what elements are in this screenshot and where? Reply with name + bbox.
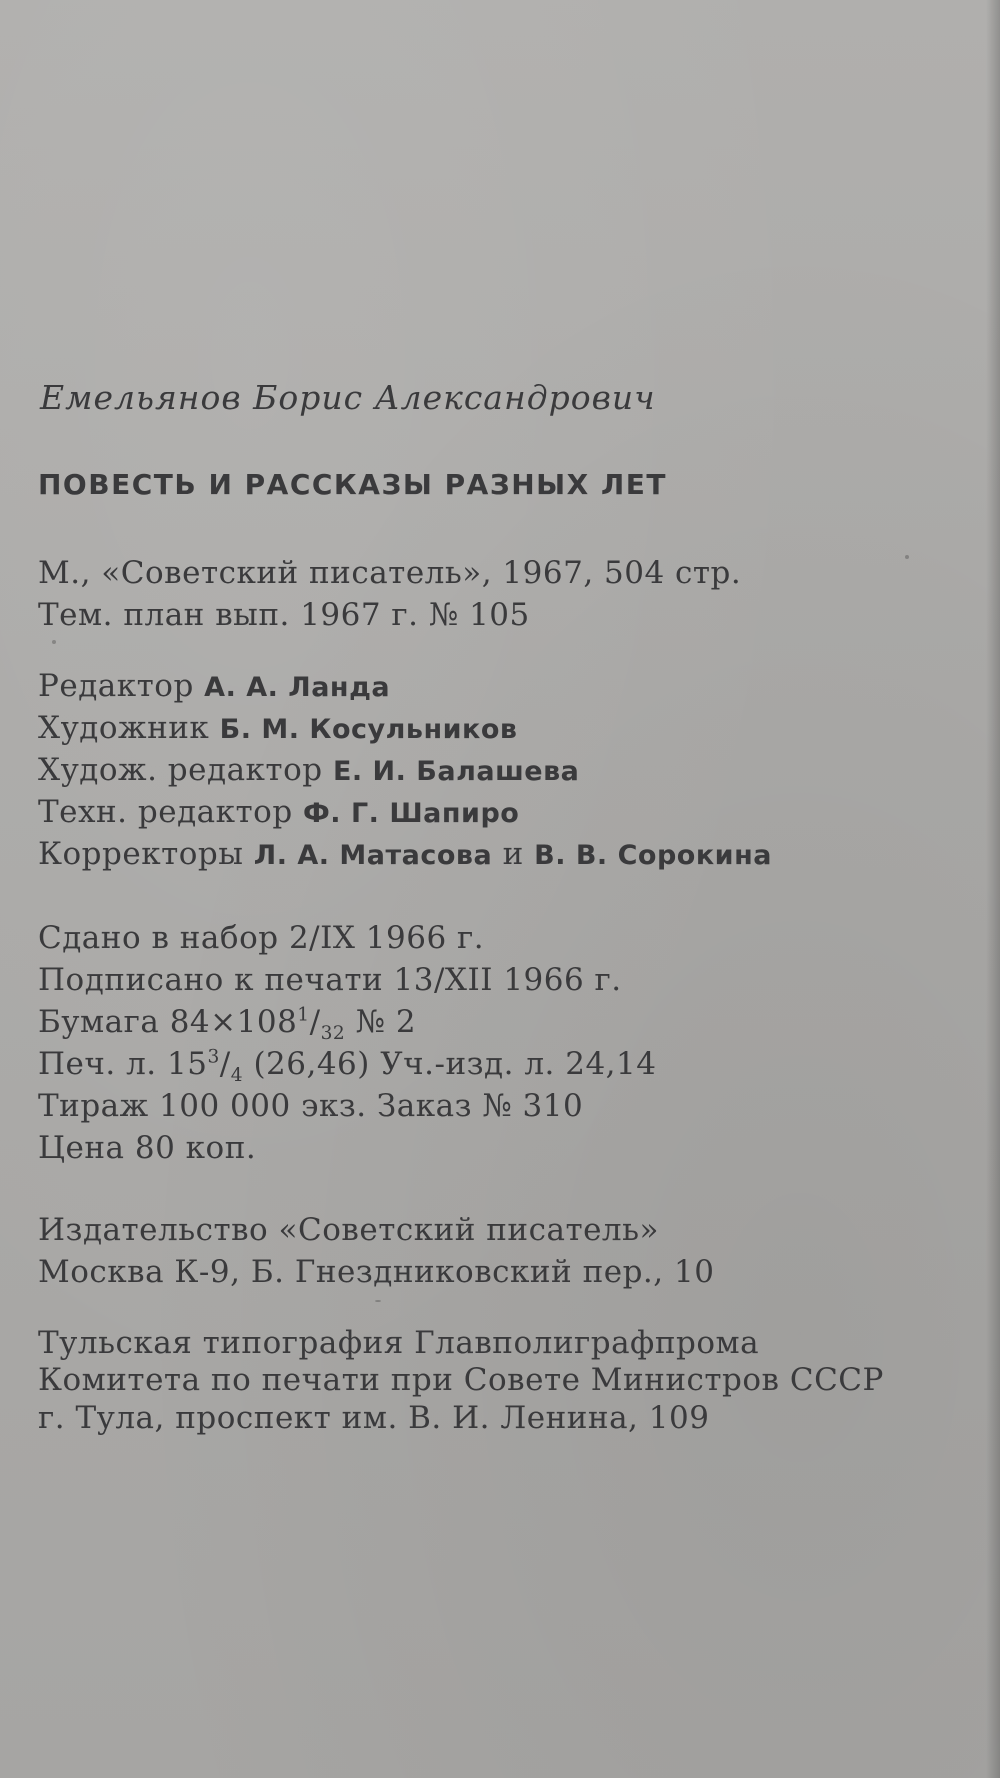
print-run: Тираж 100 000 экз. Заказ № 310 (38, 1088, 584, 1124)
paper-speck (905, 555, 909, 559)
publisher-name: Издательство «Советский писатель» (38, 1212, 659, 1248)
credit-role: Редактор (38, 668, 194, 704)
paper-speck (375, 1300, 381, 1302)
sheets-fraction-bottom: 4 (230, 1065, 244, 1087)
credit-name: Е. И. Балашева (332, 756, 580, 787)
paper-speck (52, 640, 56, 644)
credit-name: Л. А. Матасова (253, 840, 493, 871)
typesetting-date: Сдано в набор 2/IX 1966 г. (38, 920, 485, 956)
sheets-fraction-top: 3 (207, 1046, 220, 1068)
credit-name: Б. М. Косульников (219, 714, 518, 745)
paper-suffix: № 2 (355, 1004, 417, 1040)
printer-address: г. Тула, проспект им. В. И. Ленина, 109 (38, 1400, 710, 1436)
publication-plan-line: Тем. план вып. 1967 г. № 105 (38, 597, 530, 633)
sheets-prefix: Печ. л. 15 (38, 1046, 208, 1082)
credit-artist (38, 710, 518, 746)
author-name: Емельянов Борис Александрович (40, 378, 656, 417)
print-approval-date: Подписано к печати 13/XII 1966 г. (38, 962, 622, 998)
credit-proofreaders (38, 836, 772, 872)
printer-name: Тульская типография Главполиграфпрома (38, 1325, 760, 1361)
credit-tech-editor (38, 794, 519, 830)
price: Цена 80 коп. (38, 1130, 257, 1166)
credit-art-editor (38, 752, 579, 788)
credit-name-second: В. В. Сорокина (534, 840, 772, 871)
paper-number: 108 (236, 1004, 298, 1040)
sheets-suffix: (26,46) Уч.-изд. л. 24,14 (253, 1046, 657, 1082)
credit-joiner: и (502, 836, 524, 872)
paper-fraction-bottom: 32 (320, 1023, 346, 1045)
credit-role: Техн. редактор (38, 794, 293, 830)
book-title: ПОВЕСТЬ И РАССКАЗЫ РАЗНЫХ ЛЕТ (38, 468, 667, 501)
paper-format: Бумага $84\times 108^1/_{32}$ № 2 (38, 1004, 417, 1045)
credit-name: Ф. Г. Шапиро (303, 798, 520, 829)
publication-line: М., «Советский писатель», 1967, 504 стр. (38, 555, 742, 591)
credit-role: Корректоры (38, 836, 244, 872)
paper-fraction-top: 1 (297, 1004, 310, 1026)
printer-committee: Комитета по печати при Совете Министров СССР (38, 1362, 884, 1398)
paper-prefix: Бумага 84 (38, 1004, 211, 1040)
credit-name: А. А. Ланда (204, 672, 391, 703)
print-sheets: Печ. л. $15^3/_4$ (26,46) Уч.-изд. л. 24,14 (38, 1046, 657, 1087)
paper-cross: × (210, 1004, 237, 1040)
credit-editor (38, 668, 390, 704)
publisher-address: Москва К-9, Б. Гнездниковский пер., 10 (38, 1254, 715, 1290)
credit-role: Худож. редактор (38, 752, 323, 788)
credit-role: Художник (38, 710, 210, 746)
page-edge-shadow (986, 0, 1000, 1778)
